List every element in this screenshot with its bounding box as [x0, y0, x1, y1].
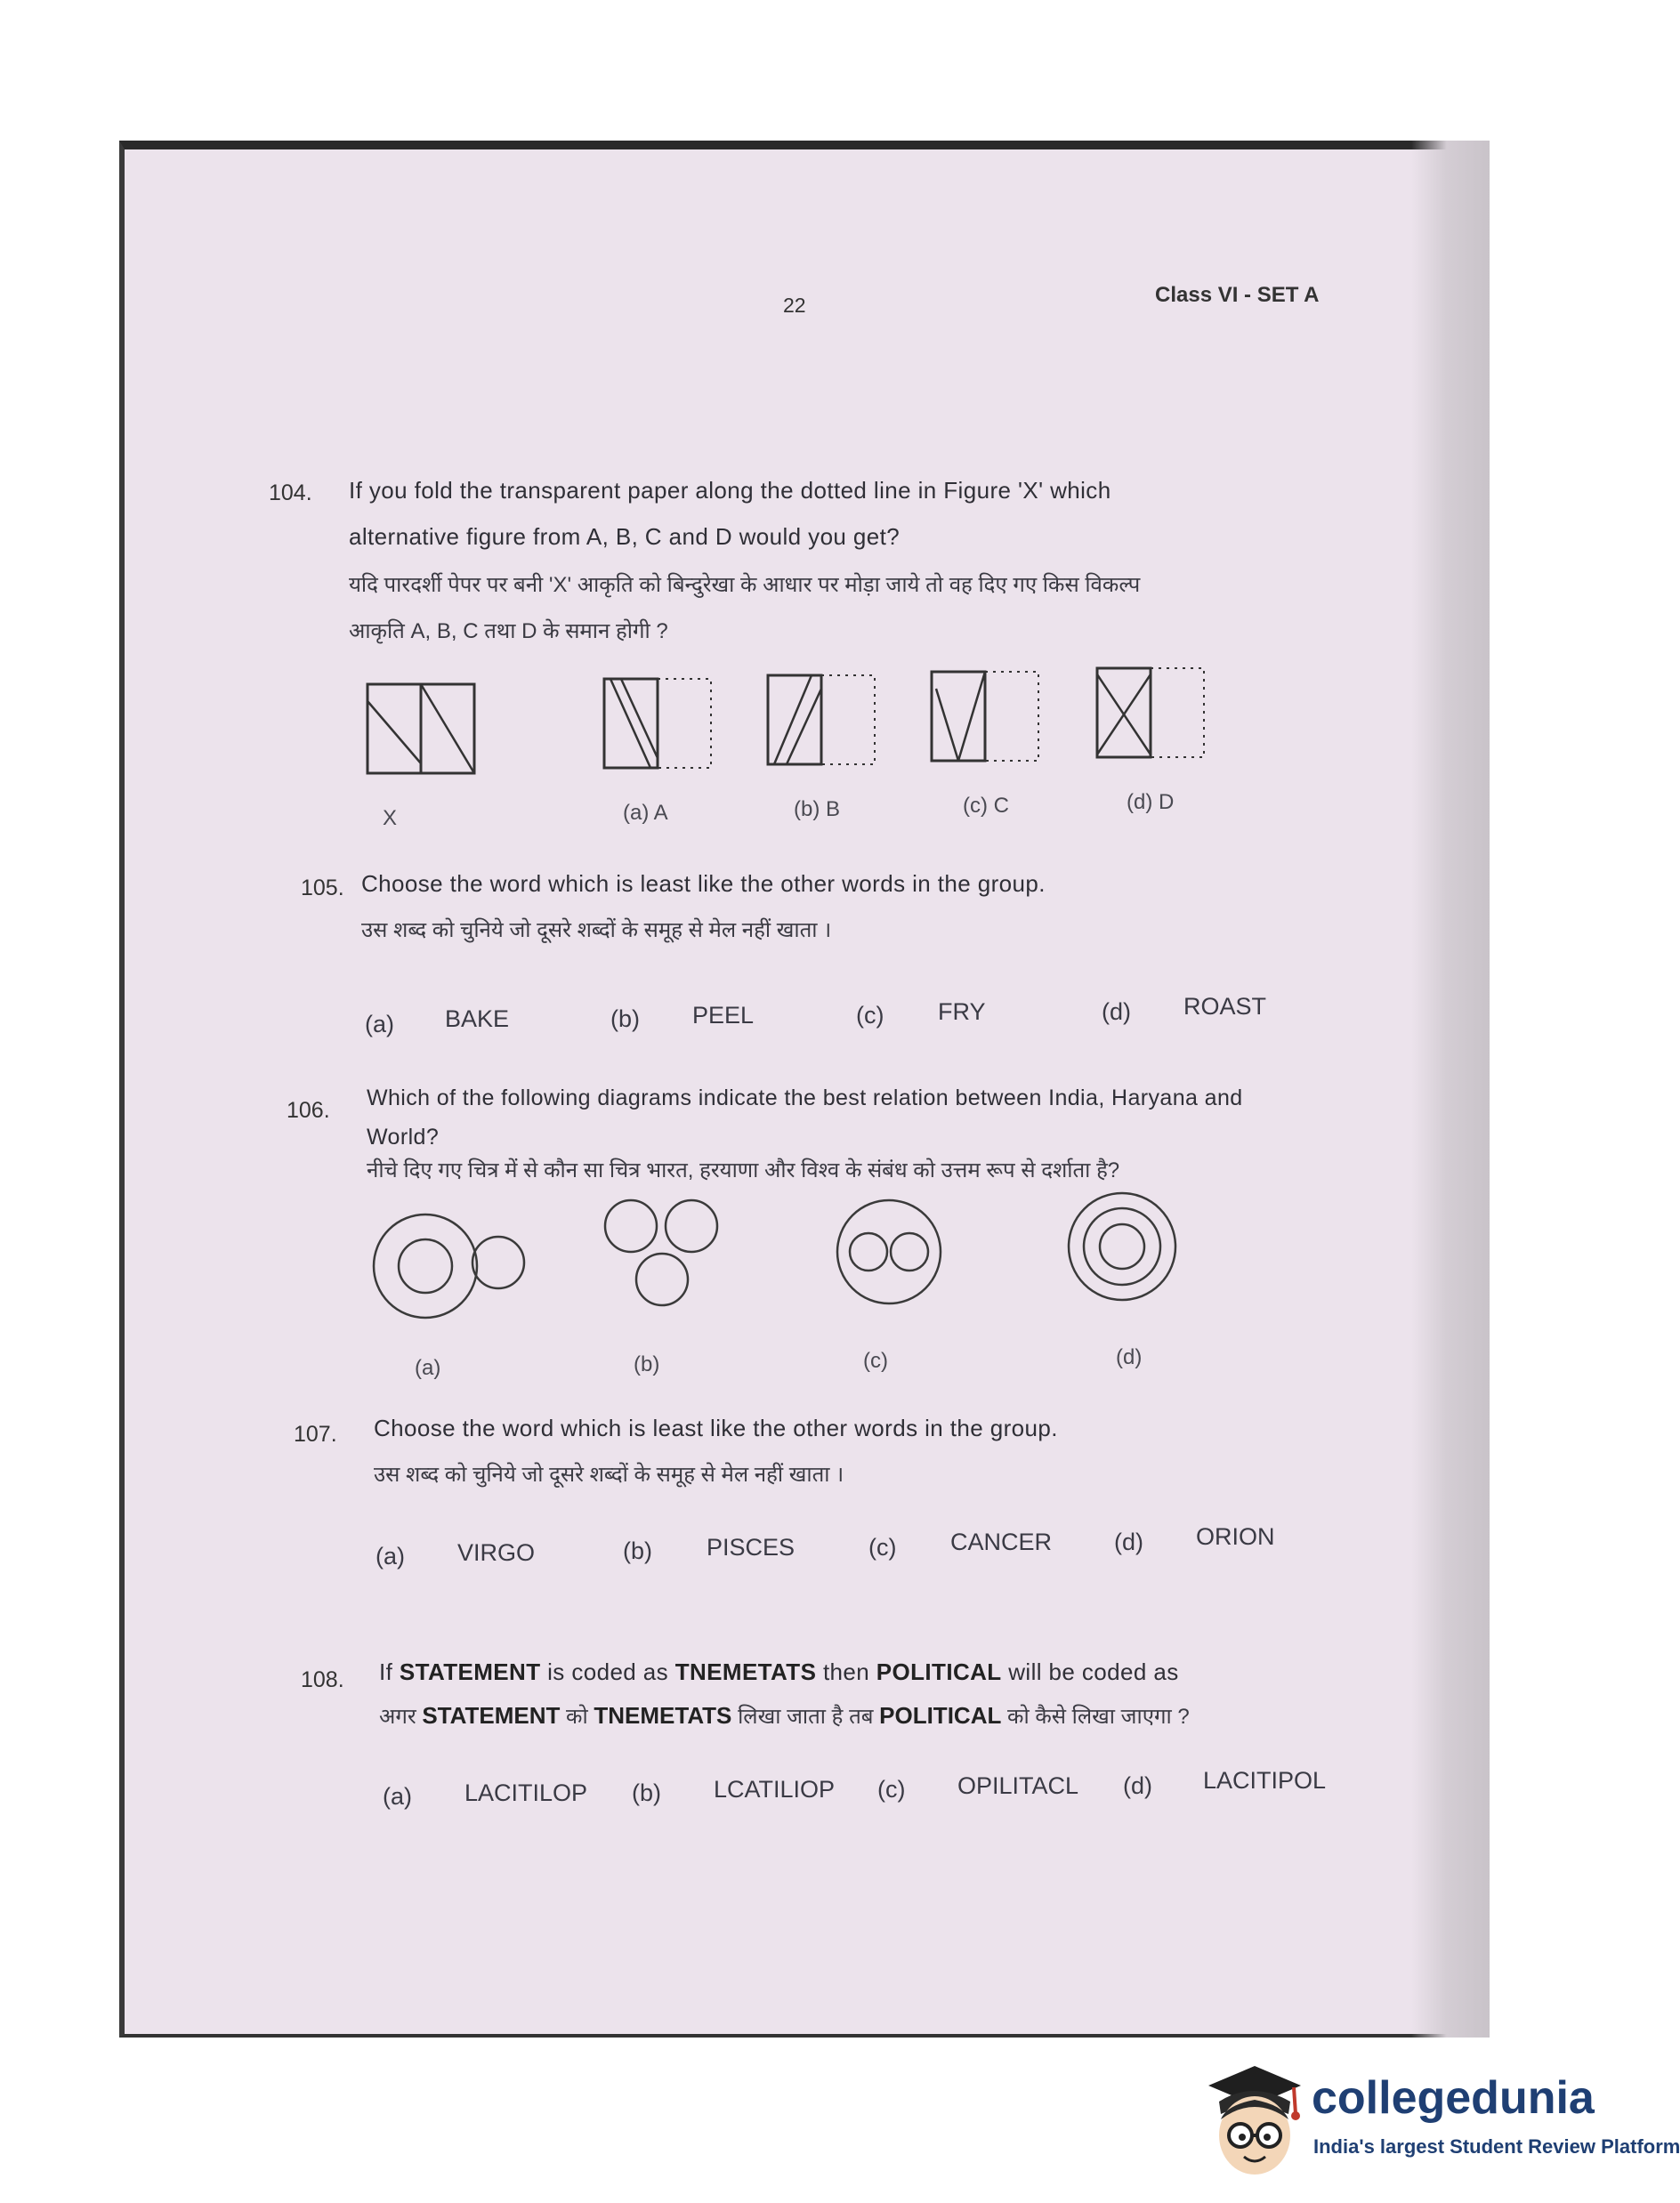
option-letter: (a)	[365, 1011, 394, 1037]
question-number: 104.	[269, 480, 312, 505]
option-letter: (c)	[868, 1534, 897, 1561]
class-set-header: Class VI - SET A	[1155, 283, 1320, 307]
option-value: CANCER	[950, 1529, 1053, 1555]
option-value: OPILITACL	[957, 1772, 1079, 1799]
option-value: LCATILIOP	[714, 1776, 836, 1803]
figure-label-x: X	[383, 806, 398, 830]
venn-figure-d	[1064, 1189, 1180, 1304]
question-number: 108.	[301, 1667, 344, 1692]
option-value: PEEL	[692, 1002, 755, 1029]
question-text-hi: नीचे दिए गए चित्र में से कौन सा चित्र भारत, हरयाणा और विश्व के संबंध को उत्तम रूप से दर्शाता है?	[367, 1158, 1120, 1182]
figure-label-d: (d)	[1116, 1345, 1143, 1369]
option-value: ORION	[1196, 1523, 1275, 1550]
brand-tagline: India's largest Student Review Platform	[1313, 2135, 1680, 2158]
question-text-en: If STATEMENT is coded as TNEMETATS then POLITICAL will be coded as	[379, 1658, 1179, 1685]
option-letter: (d)	[1114, 1529, 1143, 1555]
venn-figure-a	[370, 1210, 530, 1322]
collegedunia-watermark	[1199, 2061, 1680, 2185]
option-figure-a	[602, 676, 714, 771]
option-letter: (b)	[610, 1005, 640, 1032]
figure-label-a: (a) A	[623, 801, 668, 825]
option-value: LACITILOP	[464, 1779, 588, 1806]
figure-label-b: (b) B	[794, 797, 841, 821]
option-letter: (b)	[623, 1537, 652, 1564]
figure-label-a: (a)	[415, 1356, 441, 1380]
option-value: ROAST	[1183, 993, 1267, 1020]
question-text-hi: अगर STATEMENT को TNEMETATS लिखा जाता है तब POLITICAL को कैसे लिखा जाएगा ?	[379, 1702, 1190, 1729]
question-text-hi: आकृति A, B, C तथा D के समान होगी ?	[349, 619, 668, 643]
question-text-hi: उस शब्द को चुनिये जो दूसरे शब्दों के समूह से मेल नहीं खाता ।	[361, 918, 832, 942]
question-number: 107.	[294, 1422, 337, 1447]
paper-shadow-edge	[1411, 141, 1490, 2038]
option-value: LACITIPOL	[1203, 1767, 1327, 1794]
venn-figure-c	[833, 1196, 945, 1308]
option-value: BAKE	[445, 1005, 510, 1032]
figure-label-c: (c)	[863, 1349, 888, 1373]
figure-x	[365, 682, 477, 776]
question-text-en: Which of the following diagrams indicate the best relation between India, Haryana and	[367, 1085, 1243, 1110]
option-figure-d	[1094, 666, 1207, 760]
page-number: 22	[783, 294, 806, 317]
figure-label-d: (d) D	[1127, 790, 1175, 814]
question-text-en: Choose the word which is least like the other words in the group.	[374, 1415, 1058, 1441]
option-letter: (b)	[632, 1779, 661, 1806]
option-letter: (c)	[856, 1002, 884, 1029]
option-value: FRY	[938, 998, 986, 1025]
option-figure-c	[929, 669, 1041, 763]
mascot-icon	[1199, 2061, 1306, 2185]
question-text-en: alternative figure from A, B, C and D would you get?	[349, 523, 901, 550]
option-letter: (d)	[1123, 1772, 1152, 1799]
option-value: PISCES	[707, 1534, 796, 1561]
option-letter: (c)	[877, 1776, 906, 1803]
question-number: 105.	[301, 876, 344, 900]
question-number: 106.	[287, 1098, 330, 1123]
question-text-en: Choose the word which is least like the other words in the group.	[361, 870, 1046, 897]
option-letter: (a)	[383, 1783, 412, 1810]
brand-name: collegedunia	[1312, 2072, 1595, 2124]
option-value: VIRGO	[457, 1539, 536, 1566]
option-letter: (a)	[376, 1543, 405, 1570]
option-letter: (d)	[1102, 998, 1131, 1025]
question-text-hi: यदि पारदर्शी पेपर पर बनी 'X' आकृति को बिन्दुरेखा के आधार पर मोड़ा जाये तो वह दिए गए किस विकल्प	[349, 573, 1141, 597]
question-text-en: World?	[367, 1125, 440, 1150]
option-figure-b	[765, 673, 877, 767]
question-text-hi: उस शब्द को चुनिये जो दूसरे शब्दों के समूह से मेल नहीं खाता ।	[374, 1463, 844, 1487]
venn-figure-b	[600, 1196, 724, 1311]
question-text-en: If you fold the transparent paper along the dotted line in Figure 'X' which	[349, 477, 1111, 504]
figure-label-b: (b)	[634, 1352, 660, 1376]
figure-label-c: (c) C	[963, 794, 1009, 818]
